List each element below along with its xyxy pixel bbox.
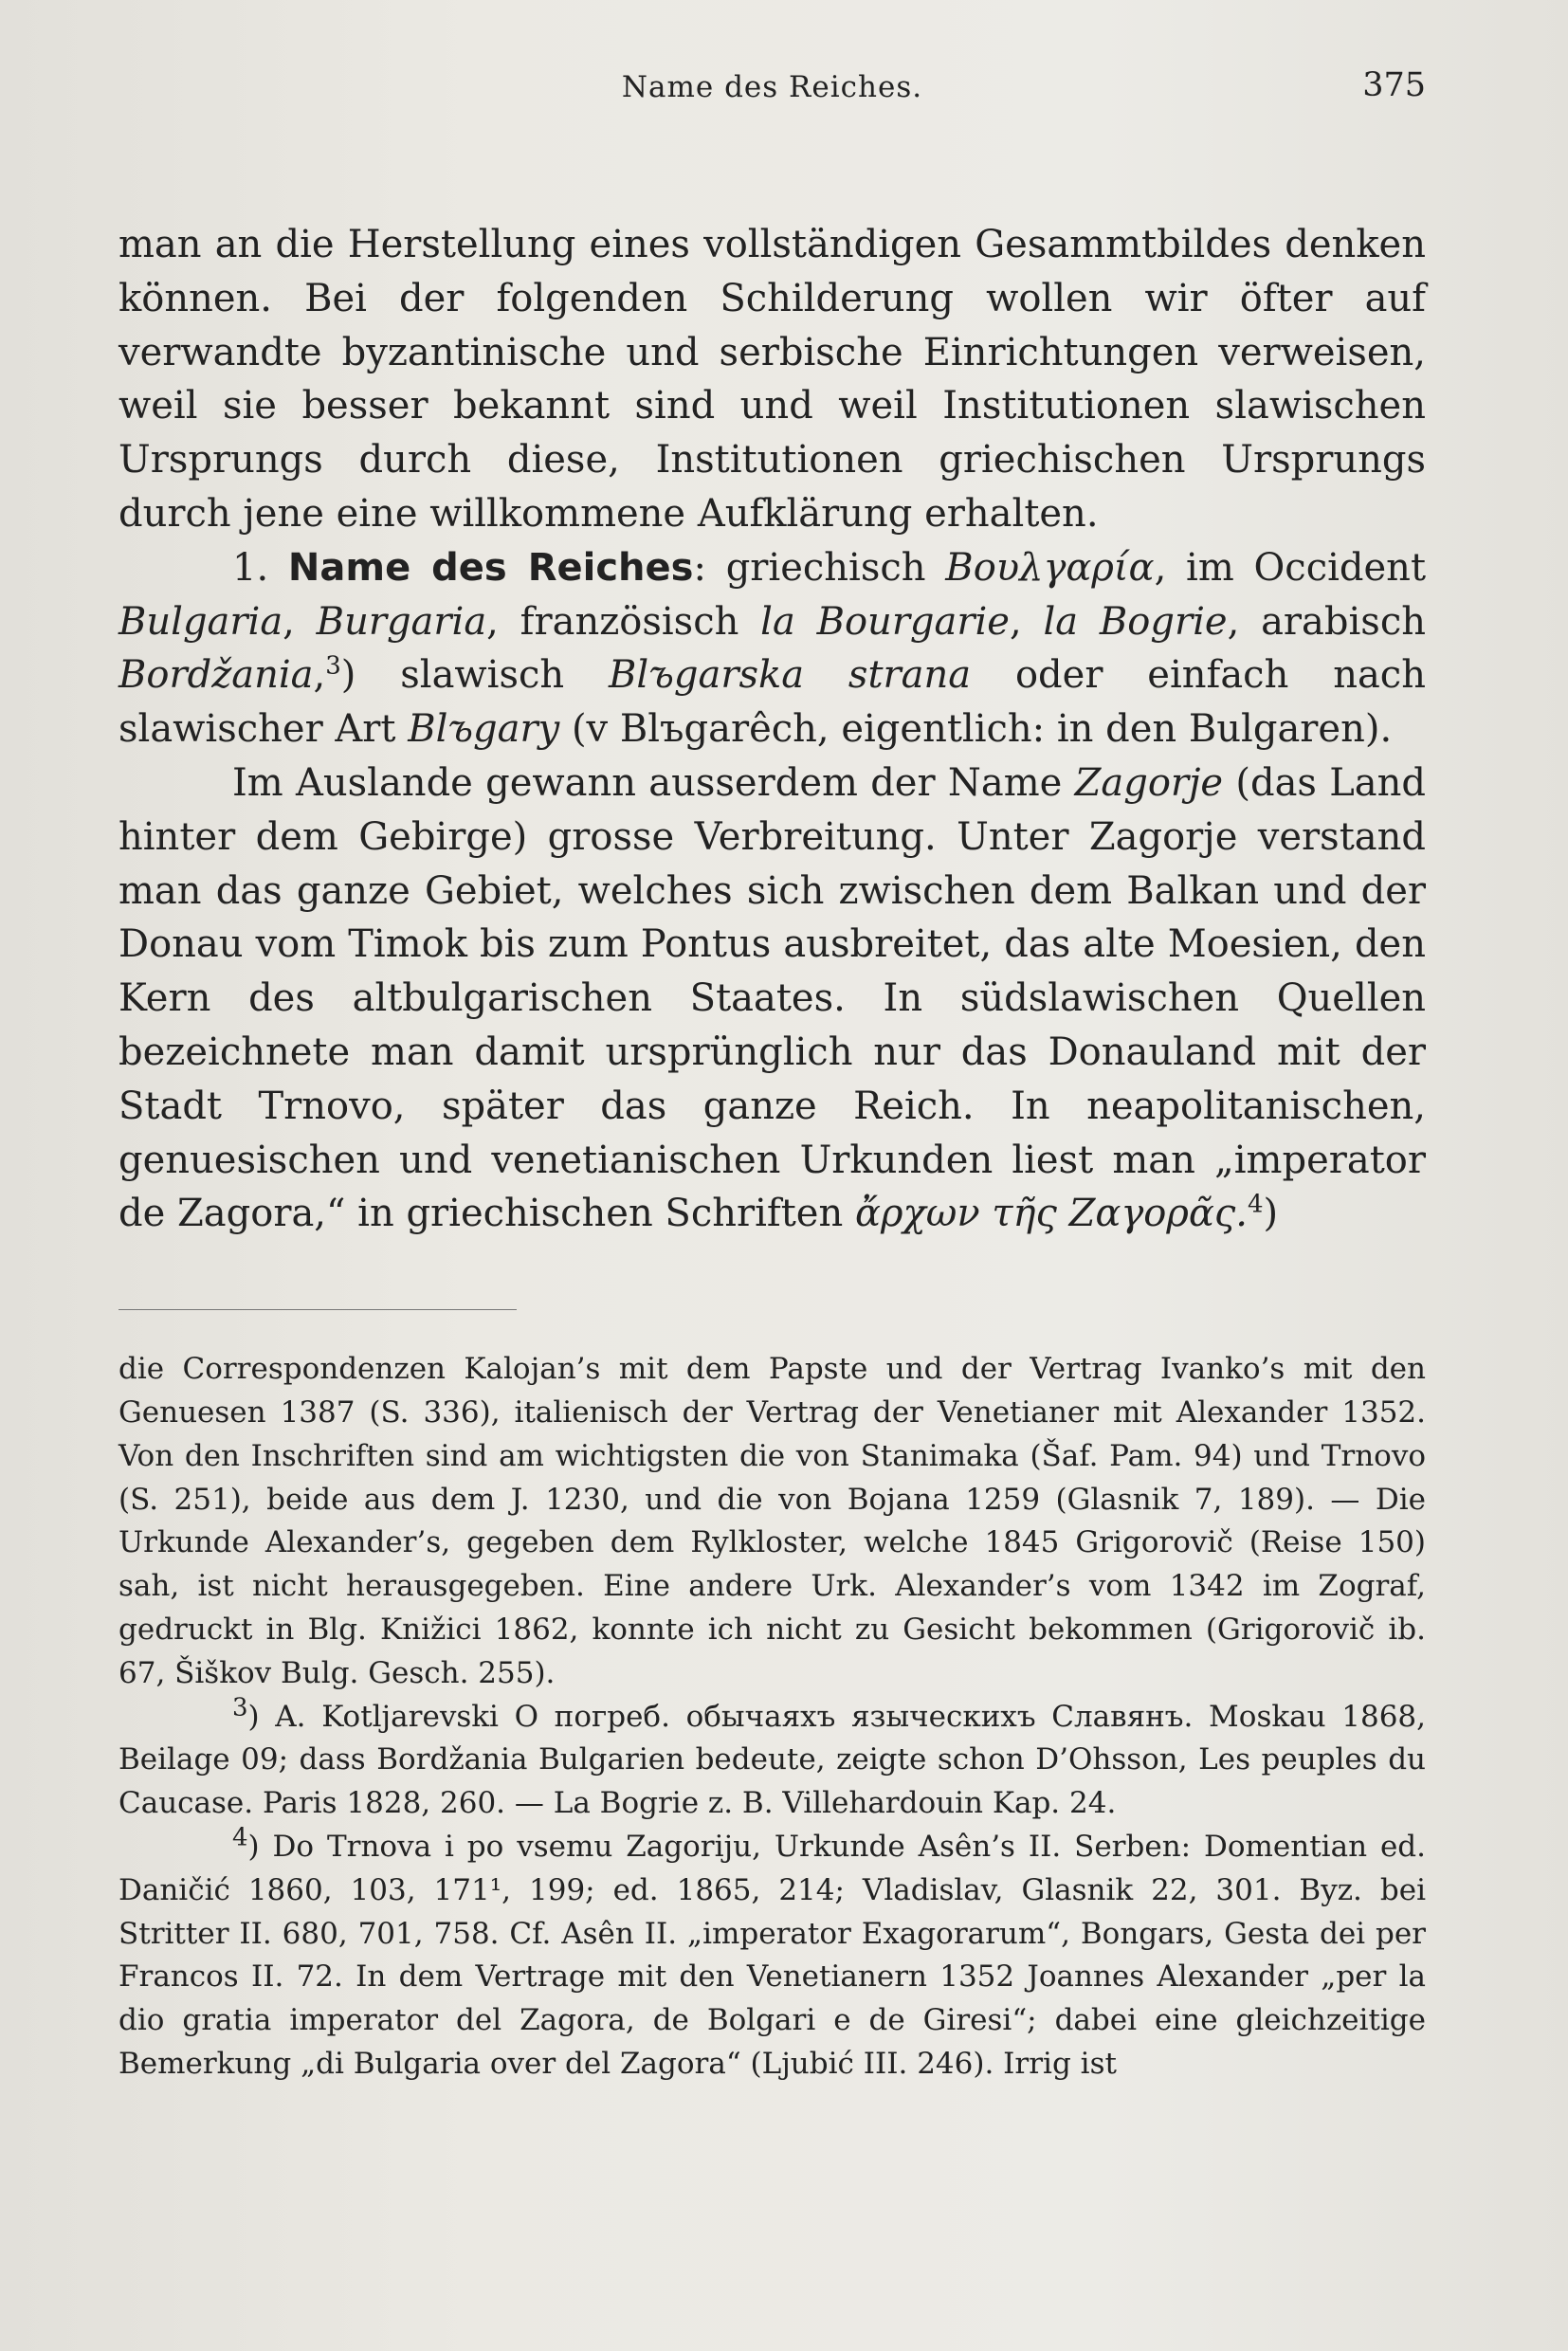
- paragraph-2: [119, 541, 1426, 756]
- text-run: (v Blъgarêch, eigentlich: in den Bulgaren).: [559, 707, 1393, 752]
- footnote-3: [119, 1693, 1426, 1826]
- footnotes: [119, 1348, 1426, 2087]
- footnote-4: [119, 1823, 1426, 2087]
- slavic-term: Blъgarska strana: [609, 653, 972, 698]
- french-term: la Bogrie: [1043, 599, 1228, 644]
- footnote-3-mark: 3: [232, 1693, 248, 1722]
- paragraph-1: man an die Herstellung eines vollständigen Gesammtbildes denken können. Bei der folgenden Schilderung wollen wir öfter auf verwandte byzantinische und serbische Einrichtungen verweisen, weil sie besser bekannt sind und weil Institutionen slawischen Ursprungs durch diese, Institutionen griechischen Ursprungs durch jene eine willkommene Aufklärung erhalten.: [119, 223, 1426, 536]
- footnote-continued: die Correspondenzen Kalojan’s mit dem Papste und der Vertrag Ivanko’s mit den Genuesen 1387 (S. 336), italienisch der Vertrag der Venetianer mit Alexander 1352. Von den Inschriften sind am wichtigsten die von Stanimaka (Šaf. Pam. 94) und Trnovo (S. 251), beide aus dem J. 1230, und die von Bojana 1259 (Glasnik 7, 189). — Die Urkunde Alexander’s, gegeben dem Rylkloster, welche 1845 Grigorovič (Reise 150) sah, ist nicht herausgegeben. Eine andere Urk. Alexander’s vom 1342 im Zograf, gedruckt in Blg. Knižici 1862, konnte ich nicht zu Gesicht bekommen (Grigorovič ib. 67, Šiškov Bulg. Gesch. 255).: [119, 1352, 1426, 1690]
- text-run: ,: [283, 599, 317, 644]
- text-run: ,: [1009, 599, 1044, 644]
- main-text: [119, 218, 1426, 1241]
- text-run: , arabisch: [1227, 599, 1426, 644]
- text-run: (das Land hinter dem Gebirge) grosse Verbreitung. Unter Zagorje verstand man das ganze Gebiet, welches sich zwischen dem Balkan und der Donau vom Timok bis zum Pontus ausbreitet, das alte Moesien, den Kern des altbulgarischen Staates. In südslawischen Quellen bezeichnete man damit ursprünglich nur das Donauland mit der Stadt Trnovo, später das ganze Reich. In neapolitanischen, genuesischen und venetianischen Urkunden liest man „imperator de Zagora,“ in griechischen Schriften: [119, 760, 1426, 1236]
- text-run: ,: [313, 653, 326, 698]
- text-run: ): [1263, 1192, 1279, 1236]
- arabic-term: Bordžania: [119, 653, 314, 698]
- footnote-ref-4: 4: [1248, 1191, 1264, 1220]
- running-head: Name des Reiches.: [621, 70, 923, 104]
- page-header: [119, 66, 1426, 123]
- greek-term: Βουλγαρία: [945, 545, 1155, 590]
- french-term: la Bourgarie: [760, 599, 1010, 644]
- latin-term: Bulgaria: [119, 599, 283, 644]
- text-run: : griechisch: [693, 545, 946, 590]
- latin-term: Burgaria: [316, 599, 487, 644]
- footnote-ref-3: 3: [325, 652, 341, 682]
- footnote-3-text: ) A. Kotljarevski O погреб. обычаяхъ языческихъ Славянъ. Moskau 1868, Beilage 09; dass Bordžania Bulgarien bedeute, zeigte schon D’Ohsson, Les peuples du Caucase. Paris 1828, 260. — La Bogrie z. B. Villehardouin Kap. 24.: [119, 1699, 1426, 1821]
- footnote-divider: [119, 1309, 517, 1310]
- text-run: ) slawisch: [340, 653, 610, 698]
- text-run: , im Occident: [1154, 545, 1427, 590]
- footnote-4-mark: 4: [232, 1823, 248, 1852]
- text-run: oder einfach nach slawischer Art: [119, 653, 1426, 752]
- term-zagorje: Zagorje: [1074, 760, 1224, 805]
- footnote-4-text: ) Do Trnova i po vsemu Zagoriju, Urkunde Asên’s II. Serben: Domentian ed. Daničić 1860, 103, 171¹, 199; ed. 1865, 214; Vladislav, Glasnik 22, 301. Byz. bei Stritter II. 680, 701, 758. Cf. Asên II. „imperator Exagorarum“, Bongars, Gesta dei per Francos II. 72. In dem Vertrage mit den Venetianern 1352 Joannes Alexander „per la dio gratia imperator del Zagora, de Bolgari e de Giresi“; dabei eine gleichzeitige Bemerkung „di Bulgaria over del Zagora“ (Ljubić III. 246). Irrig ist: [119, 1829, 1426, 2081]
- section-number: 1.: [232, 545, 269, 590]
- text-run: , französisch: [486, 599, 761, 644]
- page-number: 375: [1362, 66, 1426, 104]
- slavic-term: Blъgary: [408, 707, 560, 752]
- paragraph-3: [119, 756, 1426, 1241]
- section-heading: Name des Reiches: [287, 545, 694, 590]
- text-run: Im Auslande gewann ausserdem der Name: [232, 760, 1075, 805]
- greek-term: ἄρχων τῆς Ζαγορᾶς.: [854, 1192, 1248, 1236]
